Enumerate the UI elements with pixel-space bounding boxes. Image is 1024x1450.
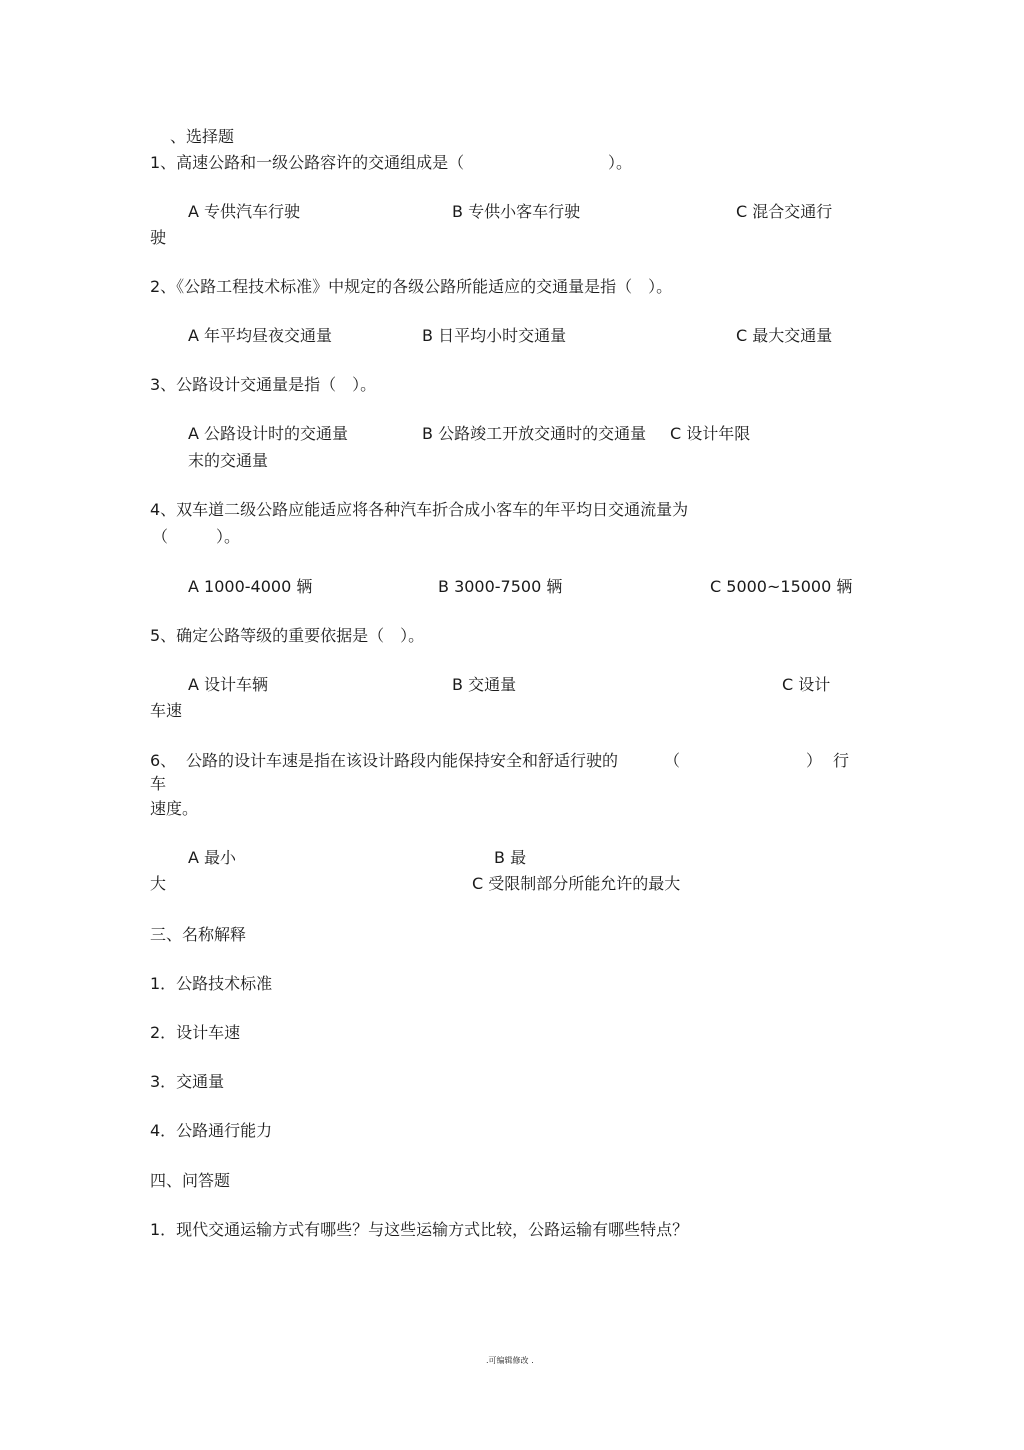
question-6-tail: 行	[833, 751, 850, 770]
section-heading-choice: 、选择题	[170, 127, 235, 146]
term-item-4: 4．公路通行能力	[150, 1121, 273, 1140]
question-5-option-b: B 交通量	[452, 675, 517, 694]
question-1-stem: 1、高速公路和一级公路容许的交通组成是（	[150, 153, 465, 172]
question-6-option-b: B 最	[494, 848, 527, 867]
question-5-stem: 5、确定公路等级的重要依据是（ ）。	[150, 626, 425, 645]
question-1-close: ）。	[608, 153, 633, 172]
question-3-option-c: C 设计年限	[670, 424, 751, 443]
section-heading-qa: 四、问答题	[150, 1171, 231, 1190]
qa-item-1: 1．现代交通运输方式有哪些？与这些运输方式比较，公路运输有哪些特点？	[150, 1220, 689, 1239]
term-item-1: 1．公路技术标准	[150, 974, 273, 993]
question-6-option-a: A 最小	[188, 848, 237, 867]
question-1-option-b: B 专供小客车行驶	[452, 202, 581, 221]
question-2-option-c: C 最大交通量	[736, 326, 833, 345]
question-3-option-c-wrap: 末的交通量	[188, 451, 269, 470]
question-6-close: ）	[806, 751, 823, 770]
question-5-option-a: A 设计车辆	[188, 675, 269, 694]
question-6-stem: 公路的设计车速是指在该设计路段内能保持安全和舒适行驶的	[186, 751, 619, 770]
question-5-option-c: C 设计	[782, 675, 831, 694]
question-4-stem: 4、双车道二级公路应能适应将各种汽车折合成小客车的年平均日交通流量为	[150, 500, 689, 519]
question-2-option-b: B 日平均小时交通量	[422, 326, 567, 345]
question-3-option-b: B 公路竣工开放交通时的交通量	[422, 424, 647, 443]
question-1-option-c: C 混合交通行	[736, 202, 833, 221]
question-6-open: （	[664, 751, 681, 770]
question-2-option-a: A 年平均昼夜交通量	[188, 326, 333, 345]
question-6-wrap-2: 速度。	[150, 799, 199, 818]
question-2-stem: 2、《公路工程技术标准》中规定的各级公路所能适应的交通量是指（ ）。	[150, 277, 673, 296]
question-4-option-c: C 5000~15000 辆	[710, 577, 853, 596]
term-item-2: 2．设计车速	[150, 1023, 241, 1042]
question-4-option-a: A 1000-4000 辆	[188, 577, 313, 596]
question-4-option-b: B 3000-7500 辆	[438, 577, 563, 596]
question-1-option-a: A 专供汽车行驶	[188, 202, 301, 221]
question-6-wrap-1: 车	[150, 774, 167, 793]
question-4-stem-wrap: （ ）。	[152, 527, 241, 546]
page-footer: .可编辑修改 .	[486, 1356, 534, 1365]
question-3-stem: 3、公路设计交通量是指（ ）。	[150, 375, 377, 394]
question-5-option-c-wrap: 车速	[150, 701, 183, 720]
section-heading-terms: 三、名称解释	[150, 925, 247, 944]
question-3-option-a: A 公路设计时的交通量	[188, 424, 349, 443]
question-1-option-c-wrap: 驶	[150, 228, 167, 247]
term-item-3: 3．交通量	[150, 1072, 225, 1091]
question-6-option-b-wrap: 大	[150, 874, 167, 893]
question-6-option-c: C 受限制部分所能允许的最大	[472, 874, 681, 893]
question-6-number: 6、	[150, 751, 177, 770]
